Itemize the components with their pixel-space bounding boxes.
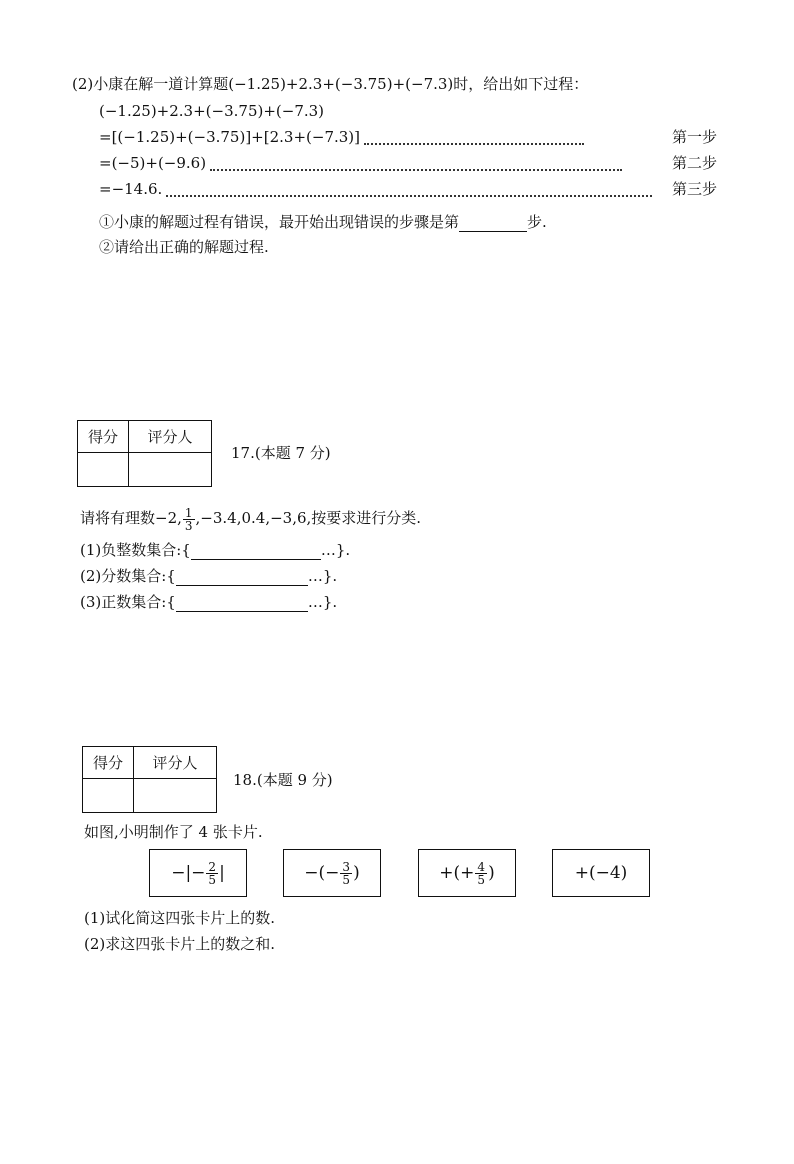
answer-blank[interactable] (459, 213, 527, 232)
q17-item-end: …}. (307, 593, 338, 611)
card-3-suffix: ) (488, 863, 495, 883)
q17-item1 (80, 540, 350, 560)
leader-dots (210, 157, 622, 171)
q16-step1: 第一步 (672, 128, 718, 146)
fraction-denominator: 5 (342, 872, 351, 887)
q17-item2 (80, 566, 337, 586)
q16-step2: 第二步 (672, 154, 718, 172)
card-1-prefix: −|− (171, 863, 206, 883)
fraction-numerator: 4 (477, 859, 486, 874)
fraction (475, 861, 487, 886)
q16-line4-row (99, 179, 656, 199)
fraction-denominator: 5 (208, 872, 217, 887)
q17-item2-label: (2)分数集合:{ (80, 567, 176, 585)
q16-line2-row (99, 127, 588, 147)
fraction (340, 861, 352, 886)
q16-line4: =−14.6. (99, 180, 163, 198)
fraction-numerator: 2 (208, 859, 217, 874)
fraction-denominator: 5 (477, 872, 486, 887)
card-2-suffix: ) (353, 863, 360, 883)
q16-sub1-text: ①小康的解题过程有错误，最开始出现错误的步骤是第 (99, 213, 460, 231)
card-1-suffix: | (219, 863, 225, 883)
q16-line3: =(−5)+(−9.6) (99, 154, 207, 172)
answer-blank[interactable] (176, 593, 308, 612)
grader-cell[interactable] (129, 453, 212, 487)
leader-dots (166, 183, 652, 197)
card-2 (283, 849, 381, 897)
card-2-prefix: −(− (304, 863, 340, 883)
q16-intro: (2)小康在解一道计算题(−1.25)+2.3+(−3.75)+(−7.3)时，给出如下过程： (72, 75, 589, 93)
fraction-numerator: 1 (184, 505, 193, 520)
score-table (77, 420, 212, 487)
q16-sub1-end: 步. (527, 213, 547, 231)
q17-item1-label: (1)负整数集合:{ (80, 541, 191, 559)
q16-step3: 第三步 (672, 180, 718, 198)
q18-intro: 如图,小明制作了 4 张卡片. (84, 823, 263, 841)
q17-prompt-start: 请将有理数−2, (80, 509, 182, 527)
card-3 (418, 849, 516, 897)
card-1 (149, 849, 247, 897)
card-4-text: +(−4) (574, 863, 628, 883)
grader-header: 评分人 (134, 747, 217, 779)
score-header: 得分 (83, 747, 134, 779)
q17-item3 (80, 592, 337, 612)
grader-cell[interactable] (134, 779, 217, 813)
fraction-numerator: 3 (342, 859, 351, 874)
q17-item3-label: (3)正数集合:{ (80, 593, 176, 611)
card-4 (552, 849, 650, 897)
q16-line2: =[(−1.25)+(−3.75)]+[2.3+(−7.3)] (99, 128, 361, 146)
q17-item-end: …}. (307, 567, 338, 585)
answer-blank[interactable] (176, 567, 308, 586)
score-cell[interactable] (83, 779, 134, 813)
q18-sub2: (2)求这四张卡片上的数之和. (84, 935, 276, 953)
q18-sub1: (1)试化简这四张卡片上的数. (84, 909, 276, 927)
leader-dots (364, 131, 584, 145)
score-cell[interactable] (78, 453, 129, 487)
fraction-denominator: 3 (184, 518, 193, 533)
fraction (206, 861, 218, 886)
score-header: 得分 (78, 421, 129, 453)
q16-sub1 (99, 212, 547, 232)
q16-sub2: ②请给出正确的解题过程. (99, 238, 269, 256)
q17-prompt-end: ,−3.4,0.4,−3,6,按要求进行分类. (195, 509, 422, 527)
q17-prompt (80, 504, 421, 532)
q16-line1: (−1.25)+2.3+(−3.75)+(−7.3) (99, 102, 325, 120)
card-3-prefix: +(+ (439, 863, 475, 883)
q18-title: 18.(本题 9 分) (233, 771, 333, 789)
fraction (183, 507, 195, 532)
q17-title: 17.(本题 7 分) (231, 444, 331, 462)
answer-blank[interactable] (191, 541, 321, 560)
q17-item-end: …}. (320, 541, 351, 559)
grader-header: 评分人 (129, 421, 212, 453)
score-table (82, 746, 217, 813)
q16-line3-row (99, 153, 626, 173)
